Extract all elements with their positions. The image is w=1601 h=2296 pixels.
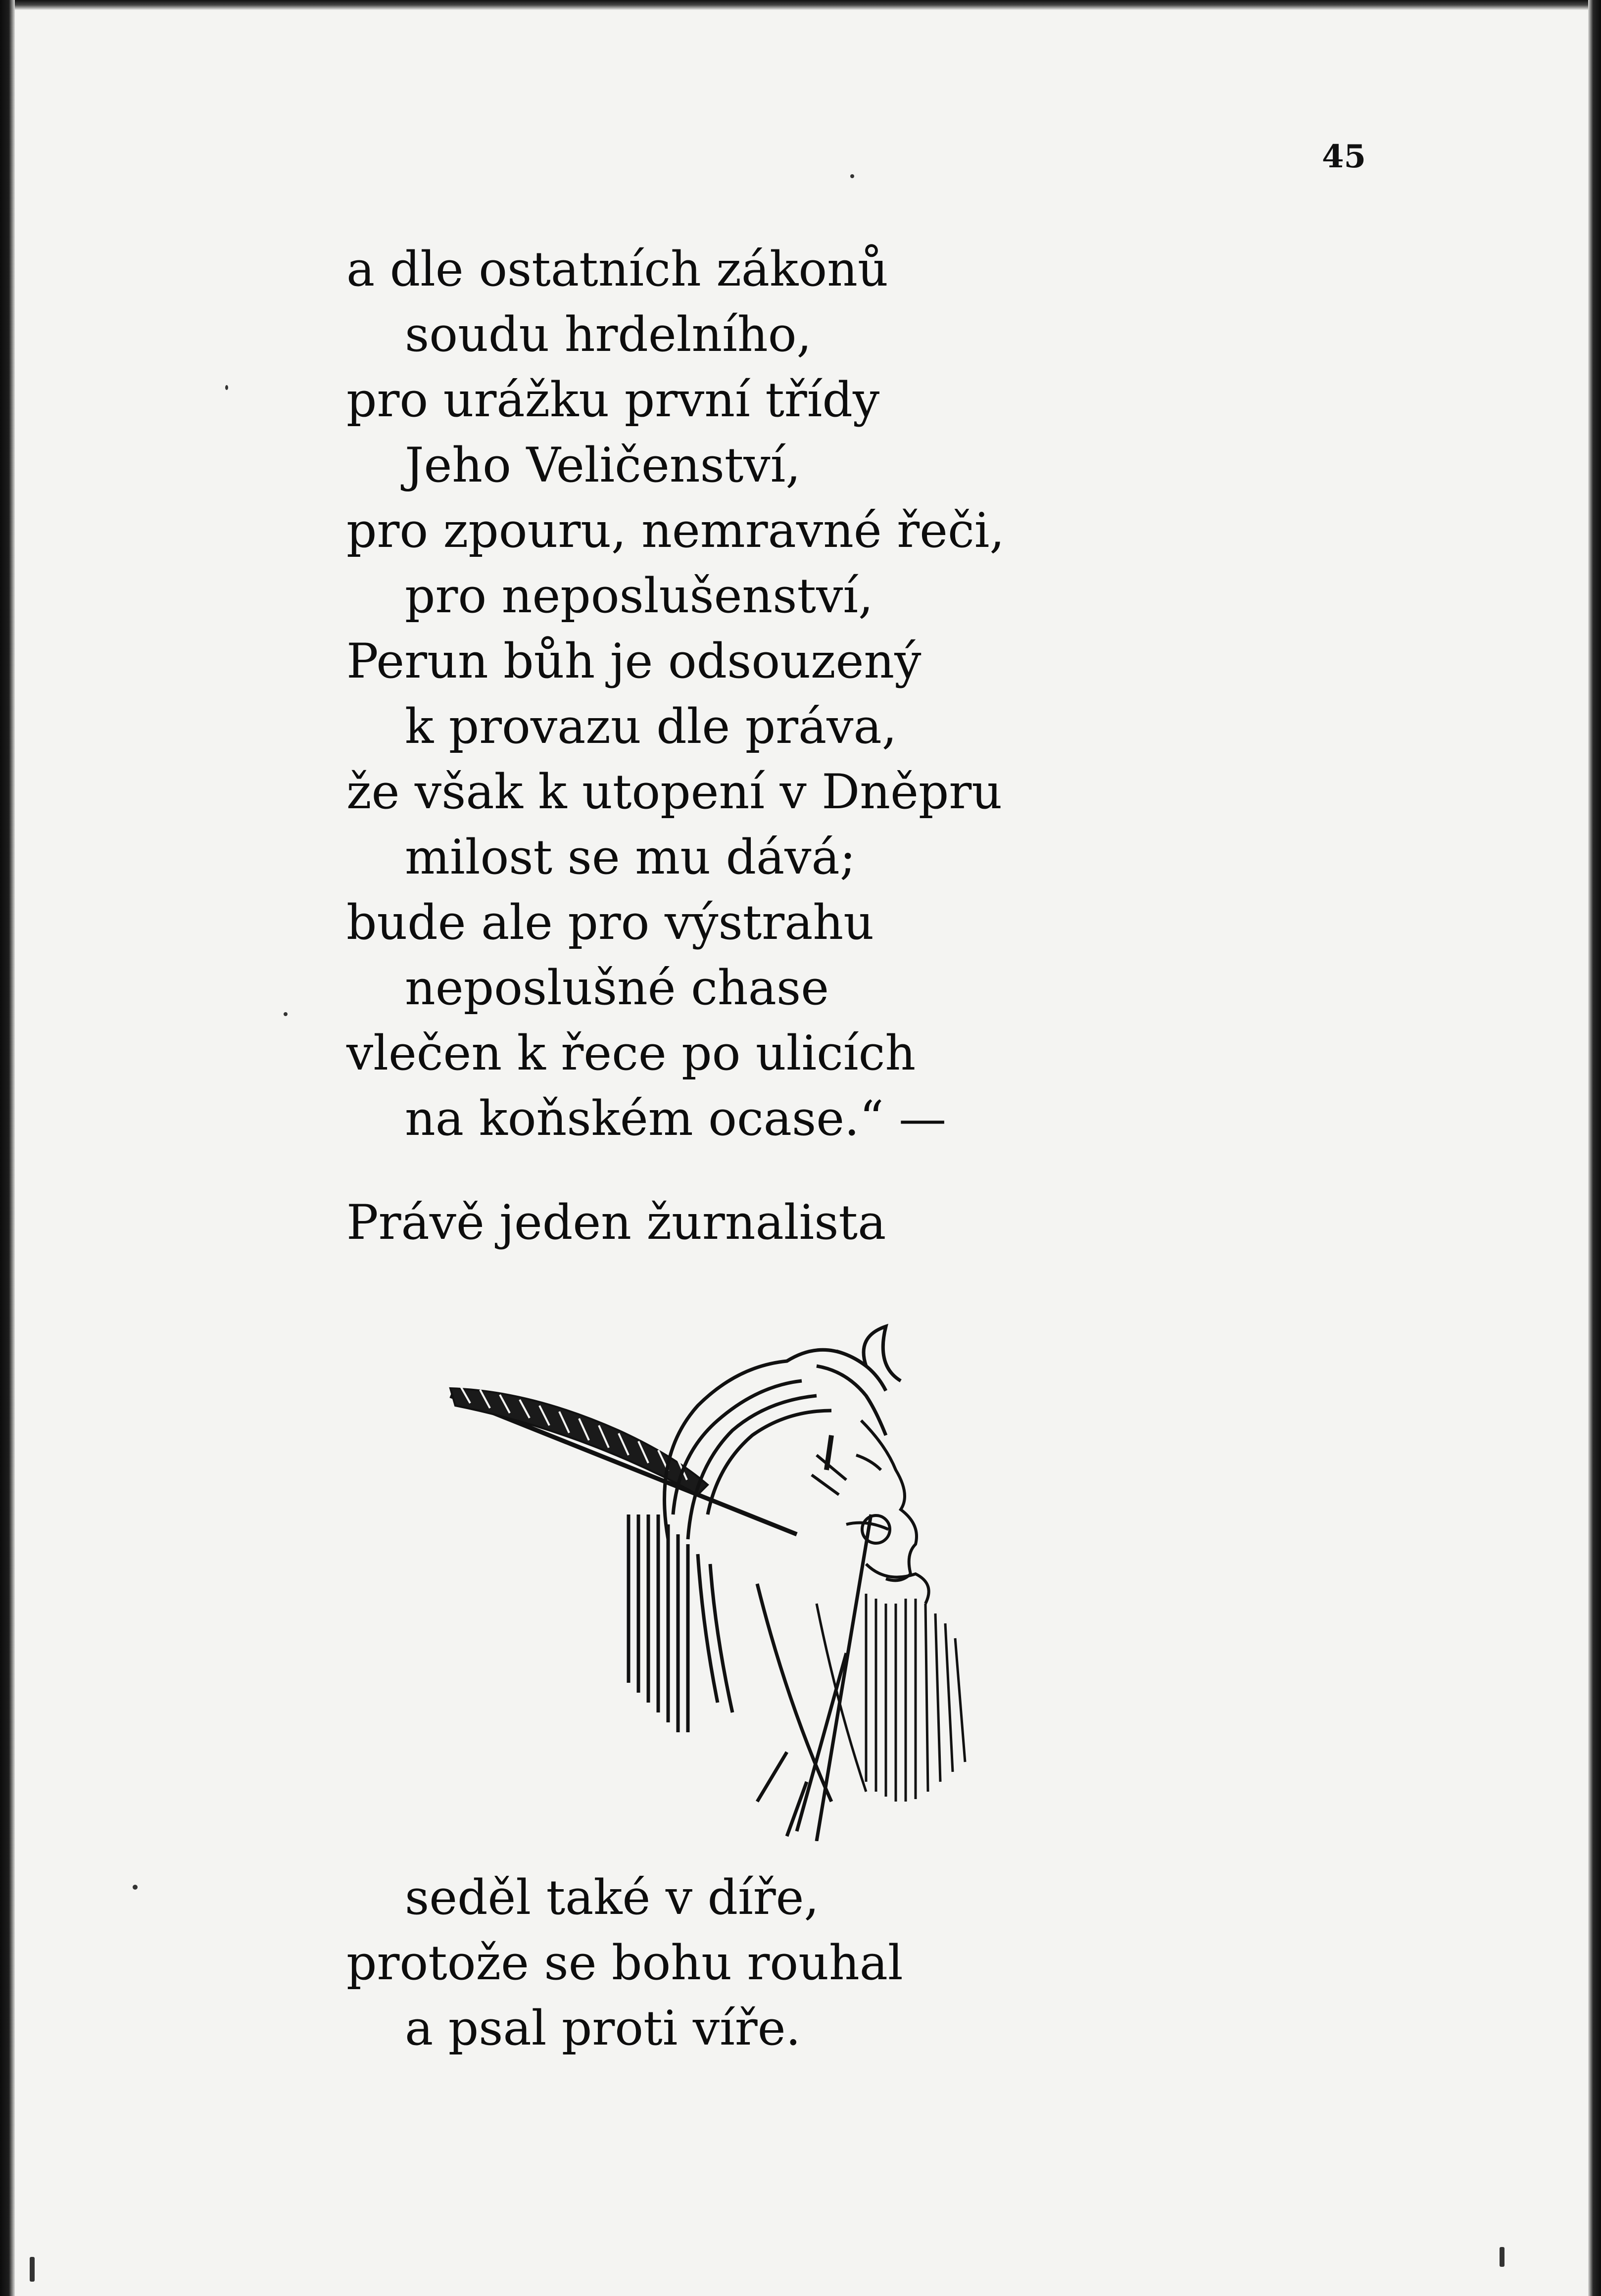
verse-line: Právě jeden žurnalista xyxy=(346,1195,886,1250)
paper-speck xyxy=(30,2257,35,2282)
verse-line: vlečen k řece po ulicích xyxy=(346,1026,916,1081)
paper-speck xyxy=(133,1885,138,1890)
paper-speck xyxy=(225,385,228,390)
verse-line: pro zpouru, nemravné řeči, xyxy=(346,503,1005,558)
pen-icon xyxy=(757,1514,871,1841)
quill-icon xyxy=(450,1386,797,1534)
verse-line: Perun bůh je odsouzený xyxy=(346,634,922,689)
face-icon xyxy=(812,1420,929,1604)
verse-line: a psal proti víře. xyxy=(405,2001,801,2056)
verse-line: že však k utopení v Dněpru xyxy=(346,764,1003,820)
verse-line: seděl také v díře, xyxy=(405,1870,819,1925)
verse-line: bude ale pro výstrahu xyxy=(346,895,874,950)
verse-line: protože se bohu rouhal xyxy=(346,1935,903,1991)
verse-line: pro neposlušenství, xyxy=(405,568,873,624)
journalist-illustration xyxy=(440,1307,1010,1841)
verse-line: milost se mu dává; xyxy=(405,830,856,885)
verse-line: Jeho Veličenství, xyxy=(405,438,801,493)
paper-speck xyxy=(284,1012,288,1016)
verse-line: k provazu dle práva, xyxy=(405,699,897,754)
paper-speck xyxy=(1500,2247,1504,2267)
verse-line: neposlušné chase xyxy=(405,960,829,1016)
scan-edge-right xyxy=(1588,0,1601,2296)
scan-edge-left xyxy=(0,0,15,2296)
paper-speck xyxy=(850,174,854,178)
verse-line: soudu hrdelního, xyxy=(405,307,812,362)
verse-line: pro urážku první třídy xyxy=(346,372,880,428)
page-number: 45 xyxy=(1321,138,1366,175)
scan-edge-top xyxy=(0,0,1601,10)
hair-icon xyxy=(629,1326,901,1732)
verse-line: a dle ostatních zákonů xyxy=(346,242,888,297)
verse-line: na koňském ocase.“ — xyxy=(405,1091,947,1146)
